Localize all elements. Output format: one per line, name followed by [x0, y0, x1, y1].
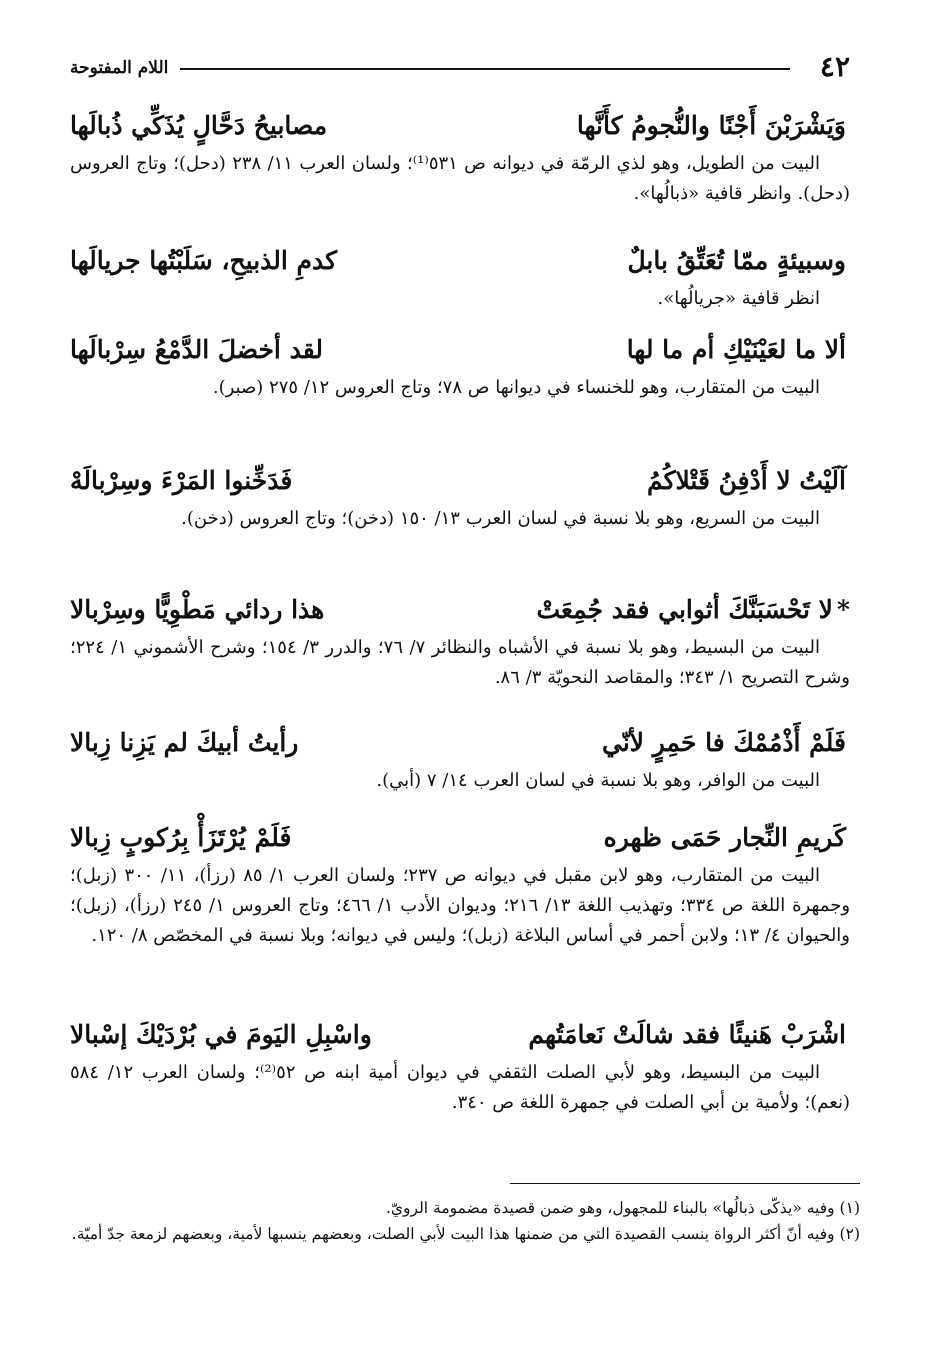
first-hemistich: آلَيْتُ لا أَدْفِنُ قَتْلاكُمُ: [646, 465, 846, 495]
verse-commentary: البيت من البسيط، وهو لأبي الصلت الثقفي في ديوان أمية ابنه ص ٥٢⁽²⁾؛ ولسان العرب ١٢/ ٥٨٤ (نعم)؛ ولأمية بن أبي الصلت في جمهرة اللغة ص ٣٤٠.: [70, 1062, 850, 1113]
verse-commentary: البيت من الوافر، وهو بلا نسبة في لسان العرب ١٤/ ٧ (أبي).: [376, 770, 820, 791]
footnotes: [70, 1195, 860, 1247]
chapter-title: اللام المفتوحة: [70, 58, 169, 78]
verse-entry: [70, 815, 850, 951]
second-hemistich: مصابيحُ دَحَّالٍ يُذَكِّي ذُبالَها: [70, 110, 328, 140]
second-hemistich: واسْبِلِ اليَومَ في بُرْدَيْكَ إسْبالا: [70, 1019, 372, 1049]
verse-entry: [70, 587, 850, 693]
first-hemistich: فَلَمْ أَذْمُمْكَ فا حَمِرٍ لأنّي: [602, 727, 846, 757]
verse-line: [70, 238, 850, 282]
first-hemistich: كَريمِ النِّجار حَمَى ظهره: [603, 822, 846, 852]
verse-line: [70, 1012, 850, 1056]
header-rule: [180, 68, 790, 70]
first-hemistich: وسبيئةٍ ممّا تُعَتِّقُ بابلٌ: [627, 245, 846, 275]
verse-commentary: البيت من الطويل، وهو لذي الرمّة في ديوانه ص ٥٣١⁽¹⁾؛ ولسان العرب ١١/ ٢٣٨ (دحل)؛ وتاج العروس (دحل). وانظر قافية «ذبالُها».: [70, 153, 850, 204]
first-hemistich: اشْرَبْ هَنيئًا فقد شالَتْ نَعامَتُهم: [528, 1019, 846, 1049]
verse-commentary: البيت من البسيط، وهو بلا نسبة في الأشباه والنظائر ٧/ ٧٦؛ والدرر ٣/ ١٥٤؛ وشرح الأشموني ١/ ٢٢٤؛ وشرح التصريح ١/ ٣٤٣؛ والمقاصد النحويّة ٣/ ٨٦.: [70, 637, 850, 688]
first-hemistich: وَيَشْرَبْنَ أَجْنًا والنُّجومُ كأَنَّها: [576, 110, 846, 140]
second-hemistich: لقد أخضلَ الدَّمْعُ سِرْبالَها: [70, 334, 323, 364]
second-hemistich: هذا ردائي مَطْوِيًّا وسِرْبالا: [70, 594, 325, 624]
verse-entry: [70, 327, 850, 403]
footnote-rule: [510, 1183, 860, 1184]
verse-line: [70, 327, 850, 371]
verse-line: [70, 458, 850, 502]
second-hemistich: فَدَخِّنوا المَرْءَ وسِرْبالَهْ: [70, 465, 293, 495]
verse-entry: [70, 458, 850, 534]
entry-marker: *: [836, 594, 850, 624]
second-hemistich: فَلَمْ يُرْتَزَأْ بِرُكوبٍ زِبالا: [70, 822, 292, 852]
verse-entry: [70, 720, 850, 796]
verse-commentary: البيت من المتقارب، وهو للخنساء في ديوانها ص ٧٨؛ وتاج العروس ١٢/ ٢٧٥ (صبر).: [212, 377, 820, 398]
verse-commentary: انظر قافية «جريالُها».: [657, 288, 820, 309]
footnote: (٢) وفيه أنّ أكثر الرواة ينسب القصيدة التي من ضمنها هذا البيت لأبي الصلت، وبعضهم ينسبها لأمية، وبعضهم لزمعة جدّ أميّة.: [71, 1225, 860, 1243]
verse-entry: [70, 238, 850, 314]
verse-line: [70, 103, 850, 147]
footnote: (١) وفيه «يذكّى ذبالُها» بالبناء للمجهول، وهو ضمن قصيدة مضمومة الرويّ.: [385, 1199, 860, 1217]
verse-line: [70, 720, 850, 764]
page-header: [70, 50, 850, 84]
second-hemistich: كدمِ الذبيحِ، سَلَبْتُها جريالَها: [70, 245, 338, 275]
first-hemistich: *لا تَحْسَبَنَّكَ أثوابي فقد جُمِعَتْ: [536, 594, 850, 624]
verse-entry: [70, 1012, 850, 1118]
page-number: ٤٢: [819, 50, 850, 83]
verse-entry: [70, 103, 850, 209]
second-hemistich: رأيتُ أبيكَ لم يَزِنا زِبالا: [70, 727, 299, 757]
verse-line: [70, 587, 850, 631]
verse-commentary: البيت من السريع، وهو بلا نسبة في لسان العرب ١٣/ ١٥٠ (دخن)؛ وتاج العروس (دخن).: [181, 508, 820, 529]
verse-commentary: البيت من المتقارب، وهو لابن مقبل في ديوانه ص ٢٣٧؛ ولسان العرب ١/ ٨٥ (رزأ)، ١١/ ٣٠٠ (زبل)؛ وجمهرة اللغة ص ٣٣٤؛ وتهذيب اللغة ١٣/ ٢١٦؛ وديوان الأدب ١/ ٤٦٦؛ وتاج العروس ١/ ٢٤٥ (رزأ)، (زبل)؛ والحيوان ٤/ ١٣؛ ولابن أحمر في أساس البلاغة (زبل)؛ وليس في ديوانه؛ وبلا نسبة في المخصّص ٨/ ١٢٠.: [70, 865, 851, 946]
verse-line: [70, 815, 850, 859]
first-hemistich: ألا ما لعَيْنَيْكِ أم ما لها: [626, 334, 846, 364]
